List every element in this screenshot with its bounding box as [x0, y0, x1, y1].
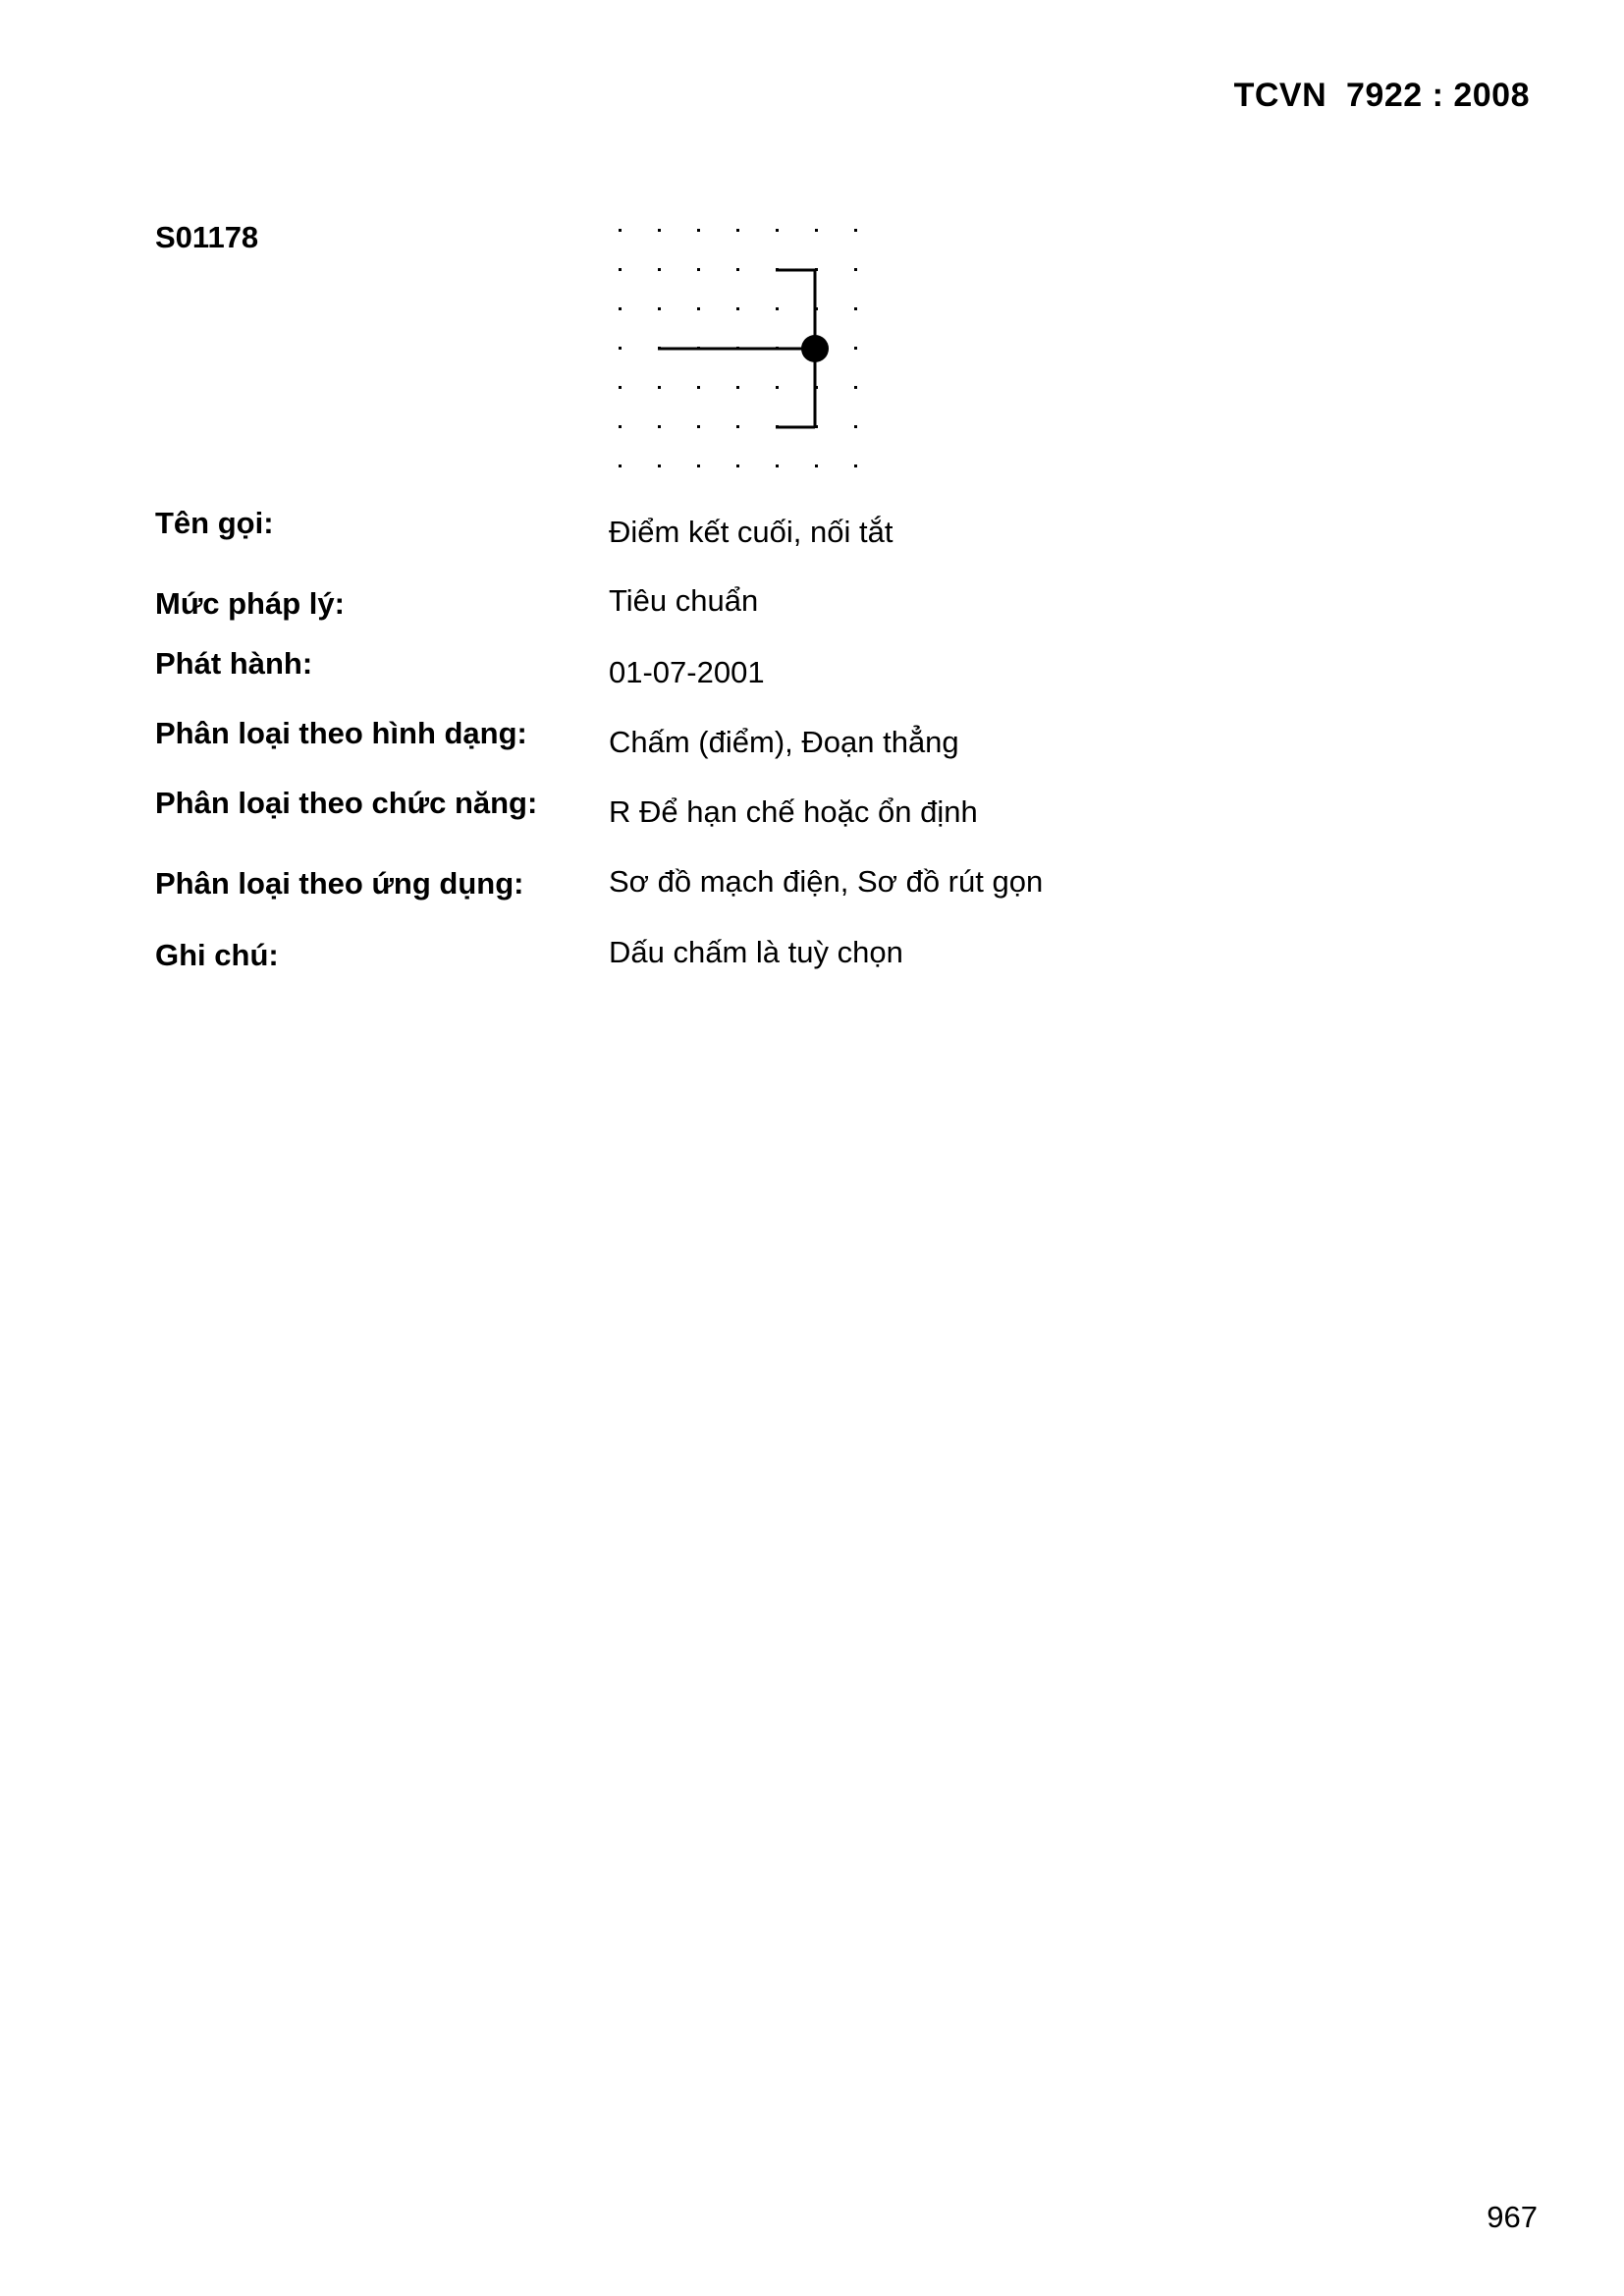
standard-header: TCVN 7922 : 2008 — [1233, 77, 1530, 114]
terminal-short-circuit-symbol — [599, 211, 874, 476]
field-label-function-class: Phân loại theo chức năng: — [155, 786, 538, 820]
field-label-shape-class: Phân loại theo hình dạng: — [155, 716, 527, 750]
field-value-shape-class: Chấm (điểm), Đoạn thẳng — [609, 725, 959, 759]
junction-dot — [801, 335, 829, 362]
field-value-legal-level: Tiêu chuẩn — [609, 583, 759, 618]
field-value-application-class: Sơ đồ mạch điện, Sơ đồ rút gọn — [609, 864, 1044, 899]
page-number: 967 — [1487, 2200, 1538, 2234]
field-value-function-class: R Để hạn chế hoặc ổn định — [609, 794, 978, 829]
field-label-release: Phát hành: — [155, 646, 313, 681]
symbol-lines — [658, 270, 815, 427]
field-value-release: 01-07-2001 — [609, 655, 765, 689]
field-label-note: Ghi chú: — [155, 938, 279, 972]
field-label-legal-level: Mức pháp lý: — [155, 586, 345, 621]
symbol-code: S01178 — [155, 220, 259, 254]
field-label-application-class: Phân loại theo ứng dụng: — [155, 866, 524, 901]
field-value-note: Dấu chấm là tuỳ chọn — [609, 935, 903, 969]
field-label-name: Tên gọi: — [155, 506, 274, 540]
field-value-name: Điểm kết cuối, nối tắt — [609, 515, 893, 549]
